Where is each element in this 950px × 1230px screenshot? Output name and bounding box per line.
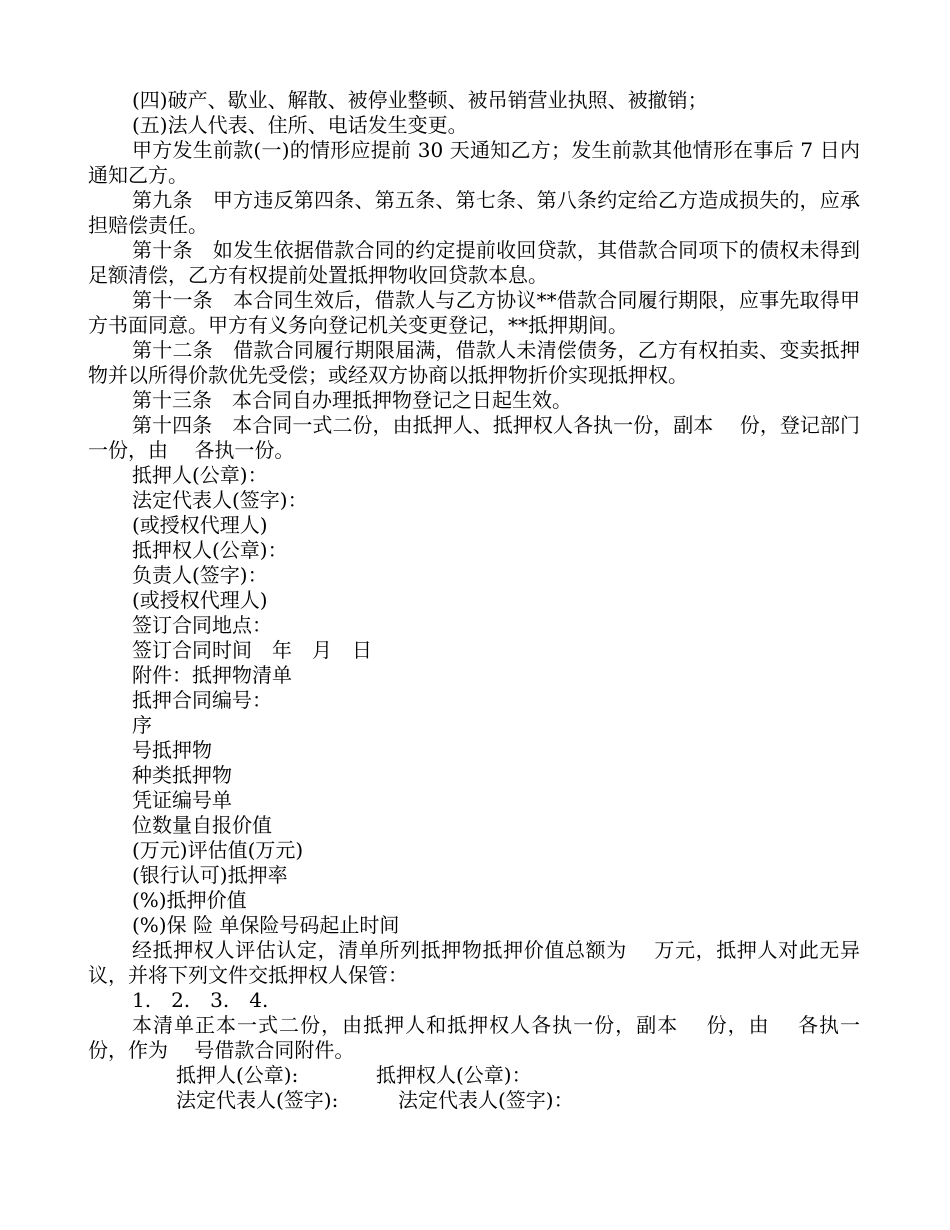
legal-representative-label: 法定代表人(签字)： (132, 488, 308, 512)
signing-date-label: 签订合同时间 年 月 日 (132, 638, 372, 662)
clause-item-5: (五)法人代表、住所、电话发生变更。 (132, 113, 468, 137)
list-header-line-1: 序 (132, 713, 152, 737)
copies-statement: 本清单正本一式二份，由抵押人和抵押权人各执一份，副本 份，由 各执一份，作为 号借款合同附件。 (88, 1013, 860, 1062)
clause-item-4: (四)破产、歇业、解散、被停业整顿、被吊销营业执照、被撤销； (132, 88, 708, 112)
list-header-line-6: (万元)评估值(万元) (132, 838, 304, 862)
file-list-numbers: 1. 2. 3. 4. (132, 988, 269, 1012)
article-10: 第十条 如发生依据借款合同的约定提前收回贷款，其借款合同项下的债权未得到足额清偿，乙方有权提前处置抵押物收回贷款本息。 (88, 238, 860, 287)
list-header-line-3: 种类抵押物 (132, 763, 232, 787)
notice-paragraph: 甲方发生前款(一)的情形应提前 30 天通知乙方；发生前款其他情形在事后 7 日内通知乙方。 (88, 138, 860, 187)
signature-line-2 (88, 1088, 860, 1113)
list-header-line-7: (银行认可)抵押率 (132, 863, 288, 887)
article-11: 第十一条 本合同生效后，借款人与乙方协议**借款合同履行期限，应事先取得甲方书面同意。甲方有义务向登记机关变更登记，**抵押期间。 (88, 288, 860, 337)
mortgagor-seal-signature: 抵押人(公章): (176, 1063, 299, 1087)
valuation-statement: 经抵押权人评估认定，清单所列抵押物抵押价值总额为 万元，抵押人对此无异议，并将下列文件交抵押权人保管： (88, 938, 860, 987)
list-header-line-4: 凭证编号单 (132, 788, 232, 812)
signing-place-label: 签订合同地点： (132, 613, 272, 637)
signature-line-1 (88, 1063, 860, 1088)
article-14: 第十四条 本合同一式二份，由抵押人、抵押权人各执一份，副本 份，登记部门一份，由 各执一份。 (88, 413, 860, 462)
authorized-agent-label-2: (或授权代理人) (132, 588, 268, 612)
mortgagee-seal-signature: 抵押权人(公章)： (376, 1063, 532, 1087)
person-in-charge-label: 负责人(签字)： (132, 563, 268, 587)
article-12: 第十二条 借款合同履行期限届满，借款人未清偿债务，乙方有权拍卖、变卖抵押物并以所得价款优先受偿；或经双方协商以抵押物折价实现抵押权。 (88, 338, 860, 387)
mortgagor-legal-rep-signature: 法定代表人(签字): (176, 1088, 339, 1112)
list-header-line-8: (%)抵押价值 (132, 888, 247, 912)
mortgagee-seal-label: 抵押权人(公章)： (132, 538, 288, 562)
list-header-line-5: 位数量自报价值 (132, 813, 272, 837)
list-header-line-2: 号抵押物 (132, 738, 212, 762)
mortgagor-seal-label: 抵押人(公章)： (132, 463, 268, 487)
authorized-agent-label: (或授权代理人) (132, 513, 268, 537)
contract-number-label: 抵押合同编号： (132, 688, 272, 712)
list-header-line-9: (%)保 险 单保险号码起止时间 (132, 913, 400, 937)
article-9: 第九条 甲方违反第四条、第五条、第七条、第八条约定给乙方造成损失的，应承担赔偿责任。 (88, 188, 860, 237)
article-13: 第十三条 本合同自办理抵押物登记之日起生效。 (132, 388, 572, 412)
attachment-title: 附件：抵押物清单 (132, 663, 292, 687)
mortgagee-legal-rep-signature: 法定代表人(签字)： (398, 1088, 574, 1112)
document-page (88, 88, 860, 1113)
